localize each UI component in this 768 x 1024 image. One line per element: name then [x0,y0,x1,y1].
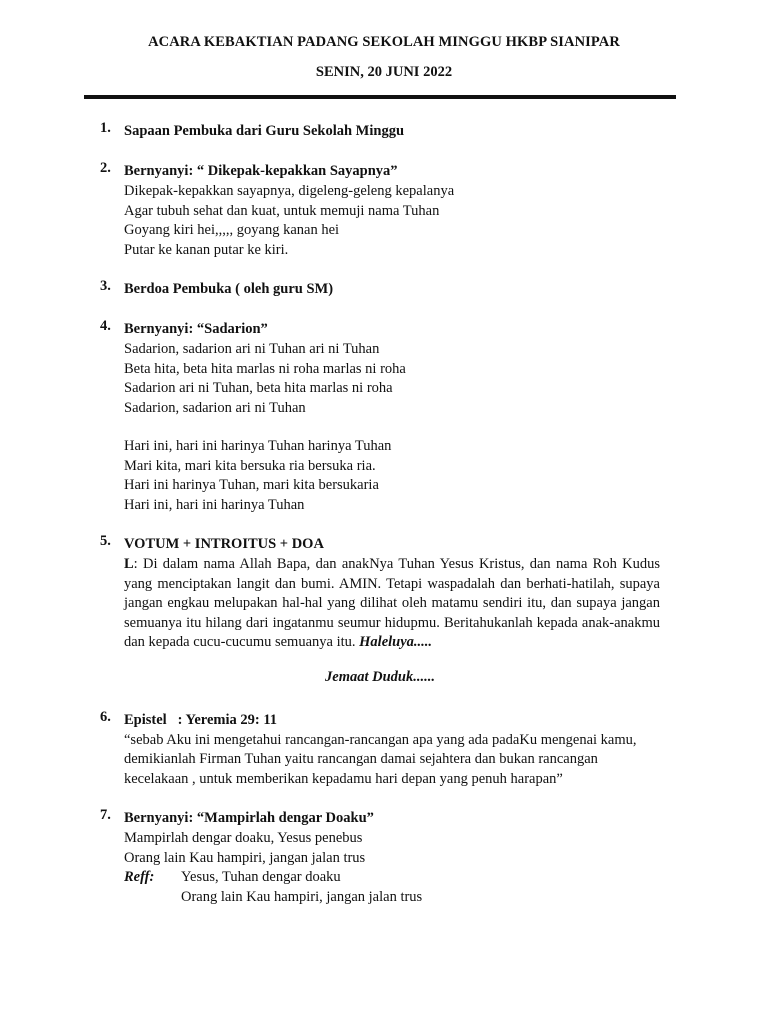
item-heading: Epistel : Yeremia 29: 11 [124,711,278,728]
lyric-line: Sadarion, sadarion ari ni Tuhan [124,399,306,416]
item-number: 1. [100,120,111,136]
item-number: 5. [100,533,111,549]
lyric-line: Hari ini, hari ini harinya Tuhan [124,496,305,513]
item-heading: Bernyanyi: “Sadarion” [124,321,268,337]
item-number: 3. [100,278,111,294]
lyric-line: Sadarion, sadarion ari ni Tuhan ari ni Tuhan [124,341,380,357]
lyric-line: Dikepak-kepakkan sayapnya, digeleng-geleng kepalanya [124,183,455,199]
lyric-line: Mampirlah dengar doaku, Yesus penebus [124,830,363,846]
list-item [100,709,680,790]
item-heading: Berdoa Pembuka ( oleh guru SM) [124,281,334,297]
lyric-line: Orang lain Kau hampiri, jangan jalan trus [124,849,366,866]
liturgy-closing: Haleluya..... [359,634,433,650]
document-date: SENIN, 20 JUNI 2022 [315,64,453,80]
order-of-service [100,120,680,925]
lyric-line: Agar tubuh sehat dan kuat, untuk memuji nama Tuhan [124,202,440,219]
list-item [100,278,680,300]
refrain-row [124,868,680,888]
list-item [100,533,680,653]
lyric-line: Yesus, Tuhan dengar doaku [181,869,341,885]
lyric-line: Goyang kiri hei,,,,, goyang kanan hei [124,222,340,238]
lyric-line: Orang lain Kau hampiri, jangan jalan trus [181,888,423,905]
item-number: 4. [100,318,111,334]
lyric-line: Putar ke kanan putar ke kiri. [124,241,289,258]
list-item [100,807,680,907]
item-heading: Sapaan Pembuka dari Guru Sekolah Minggu [124,123,405,139]
item-number: 6. [100,708,111,725]
item-number: 2. [100,160,111,176]
item-number: 7. [100,807,111,823]
refrain-label: Reff: [124,869,155,885]
lyric-line: Hari ini harinya Tuhan, mari kita bersukaria [124,477,379,493]
list-item [100,160,680,260]
lyric-line: Beta hita, beta hita marlas ni roha marlas ni roha [124,360,406,377]
item-heading: Bernyanyi: “Mampirlah dengar Doaku” [124,810,374,826]
liturgy-text: : Di dalam nama Allah Bapa, dan anakNya Tuhan Yesus Kristus, dan nama Roh Kudus yang menciptakan langit dan bumi. AMIN. Tetapi waspadalah dan berhati-hatilah, supaya jangan engkau melupakan hal-hal yang dilihat oleh matamu sendiri itu, dan supaya jangan semuanya itu hilang dari ingatanmu seumur hidupmu. Beritahukanlah kepada anak-anakmu dan kepada cucu-cucumu semuanya itu. [124,556,660,650]
stanza-gap [124,418,680,437]
item-heading: Bernyanyi: “ Dikepak-kepakkan Sayapnya” [124,163,398,179]
lyric-line: Mari kita, mari kita bersuka ria bersuka ria. [124,457,376,474]
leader-label: L [124,556,134,572]
list-item [100,318,680,515]
lyric-line: Hari ini, hari ini harinya Tuhan harinya Tuhan [124,438,392,454]
document-title: ACARA KEBAKTIAN PADANG SEKOLAH MINGGU HKBP SIANIPAR [148,34,620,50]
liturgy-paragraph [124,555,660,653]
header-divider [84,95,676,99]
congregation-note: Jemaat Duduk...... [325,668,435,685]
list-item [100,120,680,142]
scripture-text: “sebab Aku ini mengetahui rancangan-rancangan apa yang ada padaKu mengenai kamu, demikianlah Firman Tuhan yaitu rancangan damai sejahtera dan bukan rancangan kecelakaan , untuk memberikan kepadamu hari depan yang penuh harapan” [124,731,637,787]
lyric-line: Sadarion ari ni Tuhan, beta hita marlas ni roha [124,380,393,396]
item-heading: VOTUM + INTROITUS + DOA [124,536,324,552]
